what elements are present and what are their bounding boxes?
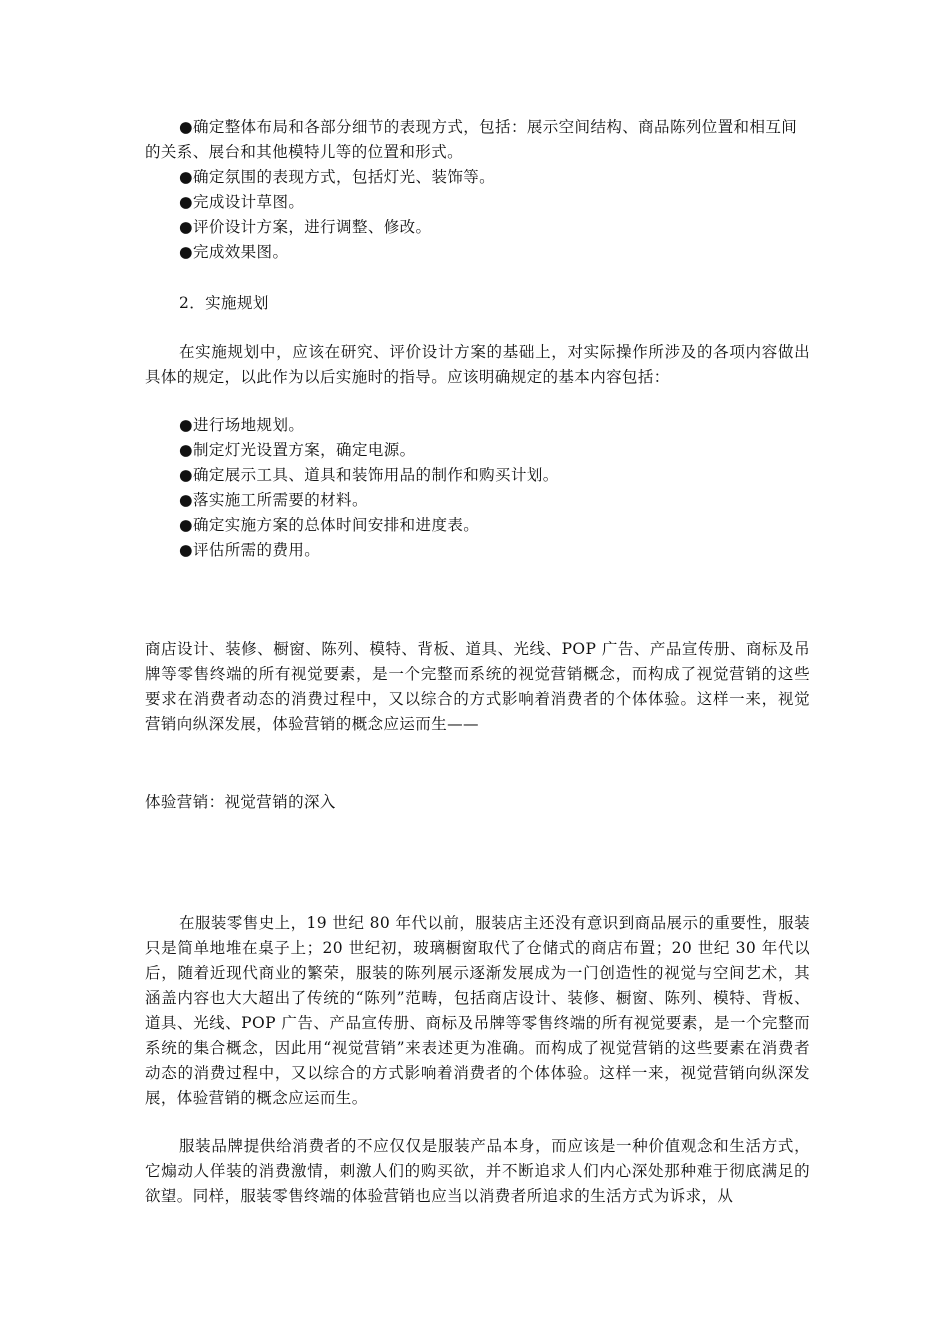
bullet-list-implementation (145, 413, 810, 563)
list-item: ● 完成设计草图。 (145, 190, 810, 215)
section-title: 体验营销：视觉营销的深入 (145, 793, 336, 811)
list-item: ● 确定实施方案的总体时间安排和进度表。 (145, 513, 810, 538)
list-item: ● 确定展示工具、道具和装饰用品的制作和购买计划。 (145, 463, 810, 488)
bullet-list-design (145, 115, 810, 265)
paragraph-brand: 服装品牌提供给消费者的不应仅仅是服装产品本身，而应该是一种价值观念和生活方式，它煽动人佯装的消费激情，刺激人们的购买欲，并不断追求人们内心深处那种难于彻底满足的欲望。同样，服装零售终端的体验营销也应当以消费者所追求的生活方式为诉求，从 (145, 1137, 810, 1205)
paragraph-implementation: 在实施规划中，应该在研究、评价设计方案的基础上，对实际操作所涉及的各项内容做出具体的规定，以此作为以后实施时的指导。应该明确规定的基本内容包括： (145, 343, 810, 386)
list-item: ● 确定整体布局和各部分细节的表现方式，包括：展示空间结构、商品陈列位置和相互间的关系、展台和其他模特儿等的位置和形式。 (145, 115, 810, 165)
list-item: ● 制定灯光设置方案，确定电源。 (145, 438, 810, 463)
subsection-heading: 2．实施规划 (179, 294, 269, 312)
list-item: ● 落实施工所需要的材料。 (145, 488, 810, 513)
paragraph-history: 在服装零售史上，19 世纪 80 年代以前，服装店主还没有意识到商品展示的重要性，服装只是简单地堆在桌子上；20 世纪初，玻璃橱窗取代了仓储式的商店布置；20 世纪 30 年代以后，随着近现代商业的繁荣，服装的陈列展示逐渐发展成为一门创造性的视觉与空间艺术，其涵盖内容也大大超出了传统的“陈列”范畴，包括商店设计、装修、橱窗、陈列、模特、背板、道具、光线、POP 广告、产品宣传册、商标及吊牌等零售终端的所有视觉要素，是一个完整而系统的集合概念，因此用“视觉营销”来表述更为准确。而构成了视觉营销的这些要素在消费者动态的消费过程中，又以综合的方式影响着消费者的个体体验。这样一来，视觉营销向纵深发展，体验营销的概念应运而生。 (145, 914, 810, 1107)
list-item: ● 进行场地规划。 (145, 413, 810, 438)
list-item: ● 完成效果图。 (145, 240, 810, 265)
list-item: ● 评估所需的费用。 (145, 538, 810, 563)
list-item: ● 确定氛围的表现方式，包括灯光、装饰等。 (145, 165, 810, 190)
list-item: ● 评价设计方案，进行调整、修改。 (145, 215, 810, 240)
paragraph-summary: 商店设计、装修、橱窗、陈列、模特、背板、道具、光线、POP 广告、产品宣传册、商标及吊牌等零售终端的所有视觉要素，是一个完整而系统的视觉营销概念，而构成了视觉营销的这些要求在消费者动态的消费过程中，又以综合的方式影响着消费者的个体体验。这样一来，视觉营销向纵深发展，体验营销的概念应运而生—— (145, 640, 810, 733)
